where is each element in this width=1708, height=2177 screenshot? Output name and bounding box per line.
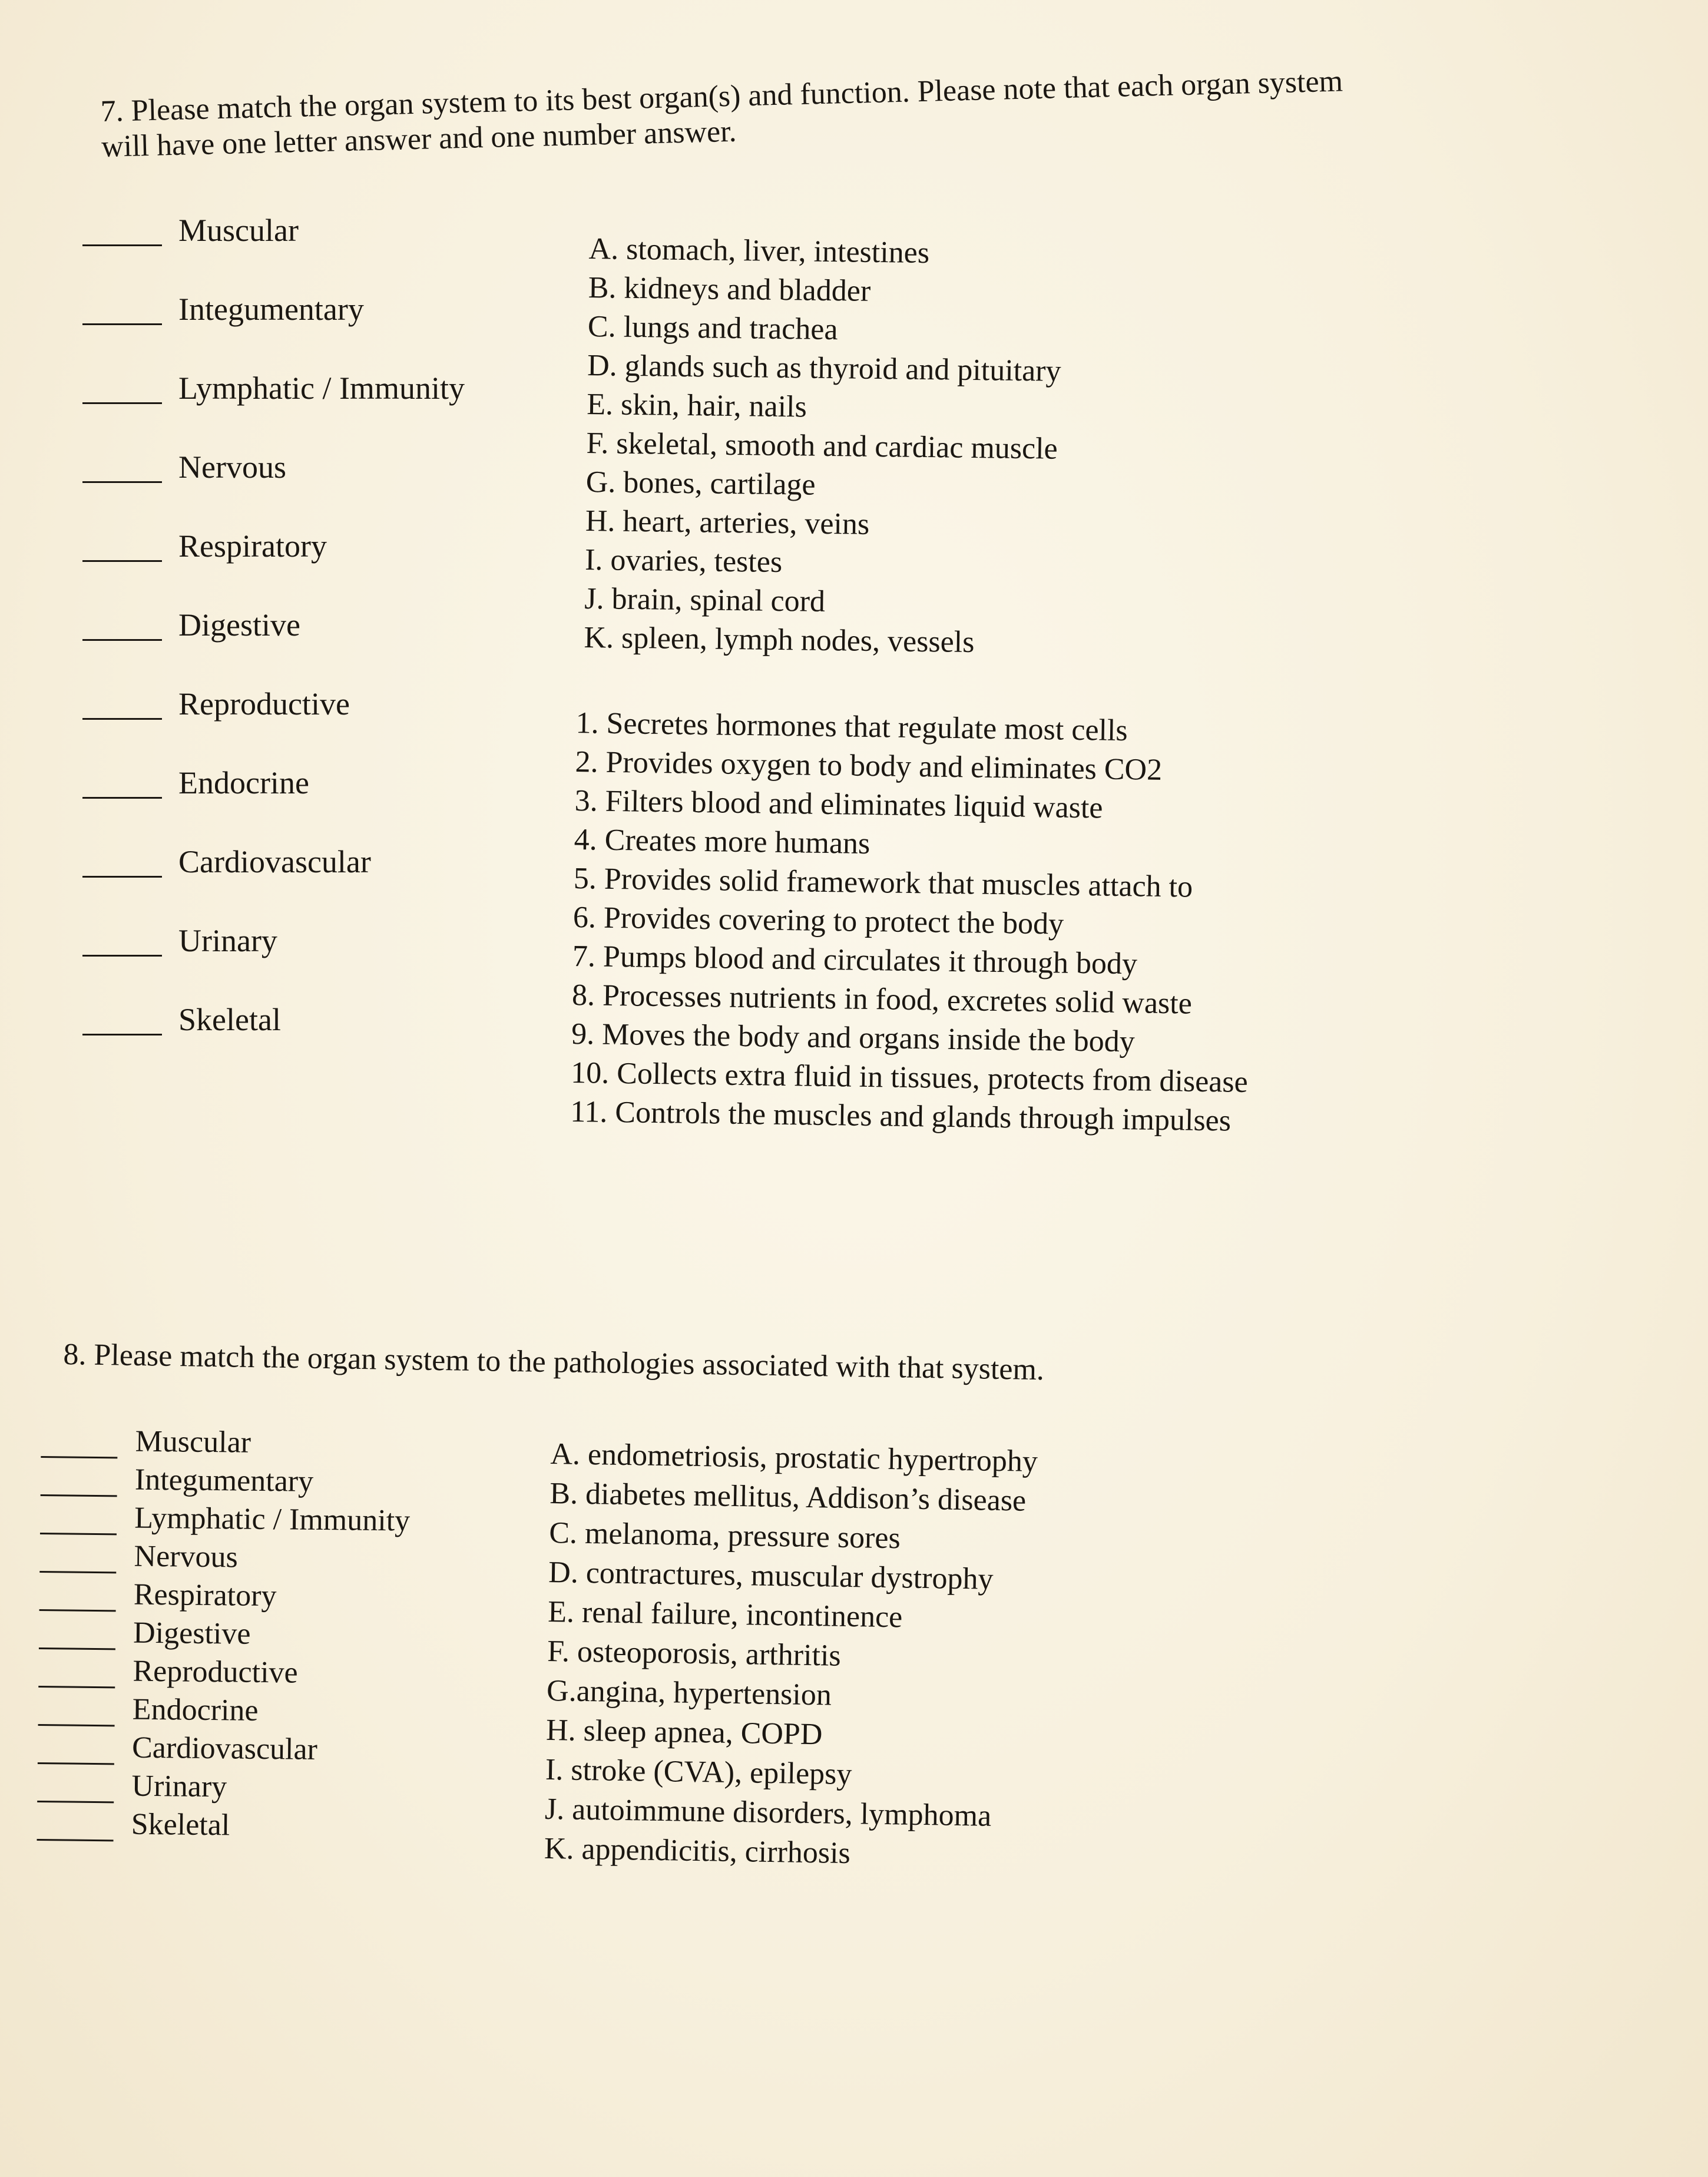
function-option: 1. Secretes hormones that regulate most cells (575, 706, 1128, 748)
organ-option: A. stomach, liver, intestines (588, 231, 930, 270)
answer-blank[interactable] (82, 528, 162, 562)
system-label: Integumentary (178, 292, 364, 327)
matching-row (82, 1001, 465, 1080)
question-7-system-list (82, 212, 465, 1080)
matching-row (82, 291, 465, 370)
organ-option: H. heart, arteries, veins (585, 504, 870, 541)
system-label: Lymphatic / Immunity (178, 370, 465, 406)
function-option: 11. Controls the muscles and glands through impulses (570, 1094, 1232, 1138)
answer-blank[interactable] (82, 370, 162, 404)
matching-row (82, 765, 465, 843)
question-7-organ-options (584, 230, 1062, 663)
organ-option: C. lungs and trachea (587, 309, 838, 347)
matching-row (82, 370, 465, 449)
pathology-option: A. endometriosis, prostatic hypertrophy (550, 1437, 1038, 1478)
system-label: Urinary (131, 1769, 227, 1804)
function-option: 2. Provides oxygen to body and eliminates CO2 (575, 745, 1163, 787)
organ-option: F. skeletal, smooth and cardiac muscle (586, 426, 1058, 466)
matching-row (82, 843, 465, 922)
question-7-prompt (100, 64, 1344, 164)
system-label: Digestive (133, 1616, 251, 1651)
matching-row (40, 1496, 411, 1539)
answer-blank[interactable] (82, 843, 162, 878)
answer-blank[interactable] (38, 1700, 115, 1726)
matching-row (82, 212, 465, 291)
answer-blank[interactable] (37, 1815, 114, 1841)
pathology-option: G.angina, hypertension (546, 1673, 832, 1712)
function-option: 8. Processes nutrients in food, excretes solid waste (571, 978, 1193, 1021)
matching-row (82, 449, 465, 528)
system-label: Muscular (178, 213, 299, 248)
pathology-option: F. osteoporosis, arthritis (547, 1634, 842, 1673)
matching-row (38, 1688, 409, 1730)
question-7-prompt-line-2: will have one letter answer and one number answer. (101, 114, 737, 164)
organ-option: D. glands such as thyroid and pituitary (587, 348, 1061, 388)
function-option: 10. Collects extra fluid in tissues, protects from disease (570, 1056, 1249, 1099)
matching-row (82, 607, 465, 686)
function-option: 3. Filters blood and eliminates liquid waste (574, 783, 1103, 825)
system-label: Cardiovascular (131, 1731, 318, 1766)
organ-option: J. brain, spinal cord (584, 581, 826, 618)
pathology-option: E. renal failure, incontinence (547, 1594, 903, 1635)
matching-row (41, 1458, 411, 1500)
matching-row (82, 528, 465, 607)
system-label: Nervous (178, 449, 286, 485)
question-7-function-options (570, 704, 1253, 1141)
function-option: 5. Provides solid framework that muscles attach to (573, 861, 1193, 904)
system-label: Endocrine (178, 765, 309, 800)
system-label: Cardiovascular (178, 844, 371, 879)
matching-row (38, 1726, 408, 1768)
matching-row (39, 1534, 410, 1577)
system-label: Lymphatic / Immunity (134, 1501, 411, 1538)
matching-row (37, 1802, 408, 1845)
answer-blank[interactable] (39, 1547, 116, 1573)
system-label: Endocrine (132, 1692, 259, 1728)
answer-blank[interactable] (38, 1662, 115, 1688)
matching-row (39, 1573, 410, 1615)
answer-blank[interactable] (82, 686, 162, 720)
question-8-prompt: 8. Please match the organ system to the pathologies associated with that system. (63, 1337, 1045, 1387)
answer-blank[interactable] (39, 1586, 116, 1612)
matching-row (41, 1420, 411, 1462)
answer-blank[interactable] (82, 1001, 162, 1035)
answer-blank[interactable] (82, 449, 162, 483)
pathology-option: H. sleep apnea, COPD (545, 1713, 823, 1752)
answer-blank[interactable] (82, 212, 162, 246)
organ-option: K. spleen, lymph nodes, vessels (584, 620, 975, 660)
organ-option: I. ovaries, testes (584, 542, 783, 580)
matching-row (38, 1649, 409, 1692)
system-label: Respiratory (178, 528, 327, 564)
answer-blank[interactable] (41, 1471, 117, 1497)
system-label: Respiratory (133, 1577, 277, 1613)
matching-row (82, 686, 465, 765)
answer-blank[interactable] (38, 1739, 114, 1765)
pathology-option: C. melanoma, pressure sores (548, 1516, 901, 1556)
system-label: Skeletal (131, 1807, 230, 1842)
question-8-system-list (37, 1420, 411, 1845)
matching-row (39, 1611, 409, 1653)
answer-blank[interactable] (40, 1509, 117, 1535)
answer-blank[interactable] (39, 1624, 115, 1650)
question-8-pathology-options (544, 1434, 1038, 1876)
organ-option: E. skin, hair, nails (587, 387, 807, 424)
answer-blank[interactable] (82, 922, 162, 957)
function-option: 4. Creates more humans (574, 822, 870, 861)
question-7-prompt-line-1: 7. Please match the organ system to its best organ(s) and function. Please note that each organ system (100, 64, 1343, 128)
system-label: Integumentary (134, 1463, 314, 1498)
system-label: Digestive (178, 607, 300, 643)
answer-blank[interactable] (82, 291, 162, 325)
pathology-option: K. appendicitis, cirrhosis (544, 1831, 851, 1871)
function-option: 9. Moves the body and organs inside the body (571, 1017, 1136, 1059)
matching-row (37, 1764, 408, 1807)
matching-row (82, 922, 465, 1001)
answer-blank[interactable] (82, 765, 162, 799)
system-label: Reproductive (133, 1654, 298, 1690)
pathology-option: J. autoimmune disorders, lymphoma (544, 1792, 992, 1833)
system-label: Skeletal (178, 1002, 281, 1037)
system-label: Reproductive (178, 686, 350, 722)
system-label: Nervous (134, 1539, 239, 1574)
answer-blank[interactable] (41, 1432, 117, 1458)
answer-blank[interactable] (82, 607, 162, 641)
answer-blank[interactable] (37, 1777, 114, 1803)
pathology-option: B. diabetes mellitus, Addison’s disease (549, 1476, 1027, 1518)
organ-option: G. bones, cartilage (585, 465, 816, 502)
organ-option: B. kidneys and bladder (588, 270, 871, 308)
function-option: 7. Pumps blood and circulates it through body (572, 939, 1138, 981)
system-label: Urinary (178, 923, 277, 958)
system-label: Muscular (135, 1424, 251, 1460)
pathology-option: D. contractures, muscular dystrophy (548, 1555, 994, 1596)
function-option: 6. Provides covering to protect the body (572, 900, 1064, 941)
pathology-option: I. stroke (CVA), epilepsy (545, 1752, 852, 1792)
